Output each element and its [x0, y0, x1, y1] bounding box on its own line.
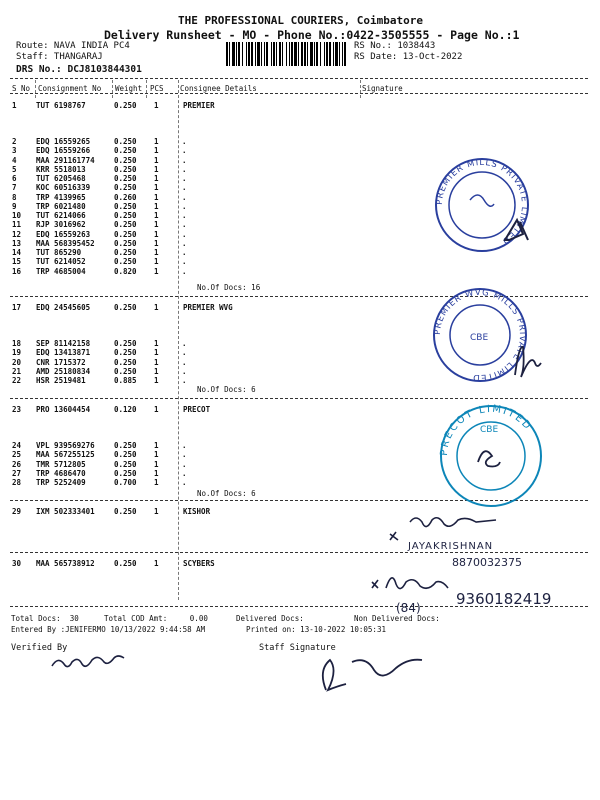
consignee-dot: . — [182, 201, 187, 211]
cell-pcs: 1 — [154, 248, 159, 257]
premier-signature — [505, 220, 528, 240]
cell-weight: 0.250 — [114, 155, 137, 165]
verified-by: Verified By — [11, 643, 68, 653]
cell-pcs: 1 — [154, 468, 159, 478]
cell-cn: TRP 4685004 — [36, 266, 86, 276]
cell-sno: 22 — [12, 376, 22, 385]
staff-signature-label: Staff Signature — [259, 643, 336, 653]
cell-sno: 10 — [12, 211, 22, 220]
cell-sno: 12 — [12, 229, 22, 239]
cell-pcs: 1 — [154, 183, 159, 193]
precot-stamp — [439, 404, 541, 506]
cell-pcs: 1 — [154, 146, 159, 156]
col-separator — [178, 80, 179, 600]
cell-cn: CNR 1715372 — [36, 357, 86, 367]
cell-pcs: 1 — [154, 478, 159, 487]
svg-text:PREMIER MILLS PRIVATE LIMITED — [435, 158, 529, 246]
cell-cn: TUT 6198767 — [36, 101, 86, 110]
cell-weight: 0.250 — [114, 357, 137, 367]
cell-weight: 0.250 — [114, 211, 137, 220]
cell-sno: 16 — [12, 266, 22, 276]
cell-weight: 0.250 — [114, 366, 137, 376]
cell-sno: 26 — [12, 459, 22, 469]
cell-sno: 8 — [12, 192, 17, 202]
consignee-name: SCYBERS — [183, 559, 215, 568]
cell-cn: PRO 13604454 — [36, 405, 91, 414]
cell-cn: RJP 3016962 — [36, 220, 86, 230]
cell-weight: 0.820 — [114, 266, 137, 276]
cell-cn: TRP 4686470 — [36, 468, 86, 478]
consignee-dot: . — [182, 137, 187, 146]
cell-sno: 9 — [12, 201, 17, 211]
cell-weight: 0.250 — [114, 164, 137, 174]
cell-sno: 24 — [12, 441, 22, 450]
col-separator — [35, 80, 36, 98]
cell-cn: MAA 565738912 — [36, 559, 95, 568]
consignee-dot: . — [182, 211, 187, 220]
cell-pcs: 1 — [154, 366, 159, 376]
cell-pcs: 1 — [154, 155, 159, 165]
rs-number: RS No.: 1038443 — [354, 41, 436, 51]
consignee-dot: . — [182, 164, 187, 174]
stamp-city: CBE — [470, 333, 489, 343]
cell-weight: 0.250 — [114, 450, 137, 460]
cell-cn: EDQ 13413871 — [36, 348, 91, 358]
cell-cn: TRP 5252409 — [36, 478, 86, 487]
cell-sno: 3 — [12, 146, 17, 156]
consignee-name: PREMIER — [183, 101, 215, 110]
consignee-dot: . — [182, 238, 187, 248]
cell-cn: VPL 939569276 — [36, 441, 95, 450]
consignee-name: KISHOR — [183, 507, 211, 516]
premier-stamp — [435, 158, 529, 251]
cell-weight: 0.250 — [114, 559, 137, 568]
cell-pcs: 1 — [154, 450, 159, 460]
cell-sno: 18 — [12, 339, 22, 348]
consignee-dot: . — [182, 339, 187, 348]
cell-cn: SEP 81142158 — [36, 339, 91, 348]
cell-sno: 14 — [12, 248, 22, 257]
cell-pcs: 1 — [154, 220, 159, 230]
kishor-name: JAYAKRISHNAN — [408, 541, 494, 552]
cell-cn: TMR 5712805 — [36, 459, 86, 469]
cell-pcs: 1 — [154, 137, 159, 146]
cell-pcs: 1 — [154, 101, 159, 110]
cell-cn: MAA 291161774 — [36, 155, 95, 165]
cell-pcs: 1 — [154, 266, 159, 276]
cell-weight: 0.700 — [114, 478, 137, 487]
cell-pcs: 1 — [154, 211, 159, 220]
consignee-dot: . — [182, 450, 187, 460]
runsheet-subtitle: Delivery Runsheet - MO - Phone No.:0422-3505555 - Page No.:1 — [104, 28, 520, 42]
cell-cn: IXM 502333401 — [36, 507, 95, 516]
cell-weight: 0.250 — [114, 303, 137, 312]
kishor-phone: 8870032375 — [452, 556, 522, 569]
cell-sno: 30 — [12, 559, 22, 568]
cell-sno: 2 — [12, 137, 17, 146]
cell-sno: 23 — [12, 405, 22, 414]
cell-cn: TRP 6021480 — [36, 201, 86, 211]
consignee-name: PRECOT — [183, 405, 211, 414]
cell-pcs: 1 — [154, 192, 159, 202]
cell-pcs: 1 — [154, 164, 159, 174]
consignee-dot: . — [182, 229, 187, 239]
cell-weight: 0.250 — [114, 220, 137, 230]
premier-wvg-signature — [515, 347, 541, 377]
cell-weight: 0.250 — [114, 348, 137, 358]
consignee-name: PREMIER WVG — [183, 303, 233, 312]
cell-sno: 15 — [12, 257, 22, 267]
consignee-dot: . — [182, 192, 187, 202]
col-details: Consignee Details — [180, 84, 257, 93]
consignee-dot: . — [182, 441, 187, 450]
cell-weight: 0.250 — [114, 174, 137, 183]
cell-sno: 6 — [12, 174, 17, 183]
cell-pcs: 1 — [154, 507, 159, 516]
staff-signature — [323, 660, 422, 690]
consignee-dot: . — [182, 376, 187, 385]
cell-pcs: 1 — [154, 357, 159, 367]
cell-pcs: 1 — [154, 174, 159, 183]
cell-sno: 13 — [12, 238, 22, 248]
cell-cn: EDQ 16559266 — [36, 146, 91, 156]
cell-pcs: 1 — [154, 257, 159, 267]
cell-cn: TRP 4139965 — [36, 192, 86, 202]
consignee-dot: . — [182, 174, 187, 183]
cell-sno: 17 — [12, 303, 22, 312]
cell-weight: 0.250 — [114, 339, 137, 348]
cell-pcs: 1 — [154, 339, 159, 348]
col-separator — [360, 80, 361, 98]
scybers-phone: 9360182419 — [456, 590, 552, 608]
divider — [10, 296, 588, 297]
cell-weight: 0.885 — [114, 376, 137, 385]
drs-number: DRS No.: DCJ8103844301 — [16, 64, 142, 75]
scybers-signature — [372, 578, 448, 589]
cell-sno: 19 — [12, 348, 22, 358]
col-signature: Signature — [362, 84, 403, 93]
divider — [10, 500, 588, 501]
cell-weight: 0.120 — [114, 405, 137, 414]
cell-sno: 7 — [12, 183, 17, 193]
cell-pcs: 1 — [154, 201, 159, 211]
consignee-dot: . — [182, 220, 187, 230]
cell-pcs: 1 — [154, 459, 159, 469]
col-pcs: PCS — [150, 84, 164, 93]
verified-signature — [52, 656, 124, 667]
cell-pcs: 1 — [154, 238, 159, 248]
cell-weight: 0.250 — [114, 201, 137, 211]
cell-sno: 1 — [12, 101, 17, 110]
cell-weight: 0.260 — [114, 192, 137, 202]
cell-weight: 0.250 — [114, 248, 137, 257]
col-separator — [146, 80, 147, 98]
cell-cn: TUT 6214052 — [36, 257, 86, 267]
cell-weight: 0.250 — [114, 101, 137, 110]
cell-weight: 0.250 — [114, 507, 137, 516]
cell-weight: 0.250 — [114, 468, 137, 478]
rs-date: RS Date: 13-Oct-2022 — [354, 52, 463, 62]
cell-sno: 21 — [12, 366, 22, 376]
cell-pcs: 1 — [154, 376, 159, 385]
cell-cn: MAA 567255125 — [36, 450, 95, 460]
consignee-dot: . — [182, 366, 187, 376]
cell-sno: 27 — [12, 468, 22, 478]
barcode — [226, 42, 346, 66]
cell-pcs: 1 — [154, 348, 159, 358]
cell-sno: 20 — [12, 357, 22, 367]
entered-by: Entered By :JENIFERMO 10/13/2022 9:44:58 AM — [11, 625, 206, 634]
cell-weight: 0.250 — [114, 146, 137, 156]
premier-wvg-stamp — [433, 288, 527, 382]
consignee-dot: . — [182, 155, 187, 165]
consignee-dot: . — [182, 357, 187, 367]
consignee-dot: . — [182, 468, 187, 478]
cell-sno: 4 — [12, 155, 17, 165]
non-delivered-docs: Non Delivered Docs: — [354, 614, 440, 623]
col-consignment: Consignment No — [38, 84, 102, 93]
cell-pcs: 1 — [154, 405, 159, 414]
scybers-extra: (84) — [396, 601, 421, 615]
cell-cn: TUT 6205468 — [36, 174, 86, 183]
total-cod: Total COD Amt: 0.00 — [104, 614, 208, 623]
divider — [10, 606, 588, 607]
cell-cn: EDQ 16559265 — [36, 137, 91, 146]
printed-on: Printed on: 13-10-2022 10:05:31 — [246, 625, 386, 634]
cell-cn: KOC 60516339 — [36, 183, 91, 193]
cell-cn: AMD 25180834 — [36, 366, 91, 376]
cell-weight: 0.250 — [114, 137, 137, 146]
delivered-docs: Delivered Docs: — [236, 614, 304, 623]
total-docs: Total Docs: 30 — [11, 614, 79, 623]
group-doc-count: No.Of Docs: 6 — [197, 385, 256, 394]
cell-pcs: 1 — [154, 559, 159, 568]
cell-pcs: 1 — [154, 303, 159, 312]
consignee-dot: . — [182, 266, 187, 276]
cell-cn: KRR 5518013 — [36, 164, 86, 174]
cell-sno: 11 — [12, 220, 22, 230]
kishor-signature — [390, 518, 496, 540]
cell-weight: 0.250 — [114, 229, 137, 239]
consignee-dot: . — [182, 146, 187, 156]
consignee-dot: . — [182, 459, 187, 469]
premier-wvg-stamp-text: PREMIER WVG MILLS PRIVATE LIMITED — [432, 287, 528, 383]
divider — [10, 552, 588, 553]
divider — [10, 398, 588, 399]
consignee-dot: . — [182, 348, 187, 358]
stamp-city: CBE — [480, 425, 499, 435]
cell-cn: EDQ 24545605 — [36, 303, 91, 312]
route: Route: NAVA INDIA PC4 — [16, 41, 130, 51]
col-weight: Weight — [115, 84, 143, 93]
cell-cn: TUT 6214066 — [36, 211, 86, 220]
cell-cn: TUT 865290 — [36, 248, 82, 257]
precot-stamp-text: PRECOT LIMITED — [438, 403, 534, 457]
group-doc-count: No.Of Docs: 6 — [197, 489, 256, 498]
premier-stamp-text: PREMIER MILLS PRIVATE LIMITED — [434, 157, 530, 247]
cell-cn: HSR 2519481 — [36, 376, 86, 385]
divider — [10, 93, 588, 94]
cell-weight: 0.250 — [114, 183, 137, 193]
consignee-dot: . — [182, 478, 187, 487]
consignee-dot: . — [182, 183, 187, 193]
staff: Staff: THANGARAJ — [16, 52, 103, 62]
cell-weight: 0.250 — [114, 441, 137, 450]
cell-pcs: 1 — [154, 441, 159, 450]
consignee-dot: . — [182, 248, 187, 257]
col-separator — [112, 80, 113, 98]
cell-weight: 0.250 — [114, 238, 137, 248]
cell-sno: 29 — [12, 507, 22, 516]
svg-text:PRECOT LIMITED — [439, 404, 534, 457]
cell-cn: MAA 568395452 — [36, 238, 95, 248]
group-doc-count: No.Of Docs: 16 — [197, 283, 261, 292]
cell-sno: 5 — [12, 164, 17, 174]
cell-sno: 28 — [12, 478, 22, 487]
cell-sno: 25 — [12, 450, 22, 460]
company-title: THE PROFESSIONAL COURIERS, Coimbatore — [178, 14, 424, 27]
svg-text:PREMIER WVG MILLS PRIVATE LIMI — [433, 288, 527, 382]
consignee-dot: . — [182, 257, 187, 267]
cell-weight: 0.250 — [114, 257, 137, 267]
divider — [10, 78, 588, 79]
cell-cn: EDQ 16559263 — [36, 229, 91, 239]
col-sno: S No — [12, 84, 31, 93]
cell-weight: 0.250 — [114, 459, 137, 469]
cell-pcs: 1 — [154, 229, 159, 239]
